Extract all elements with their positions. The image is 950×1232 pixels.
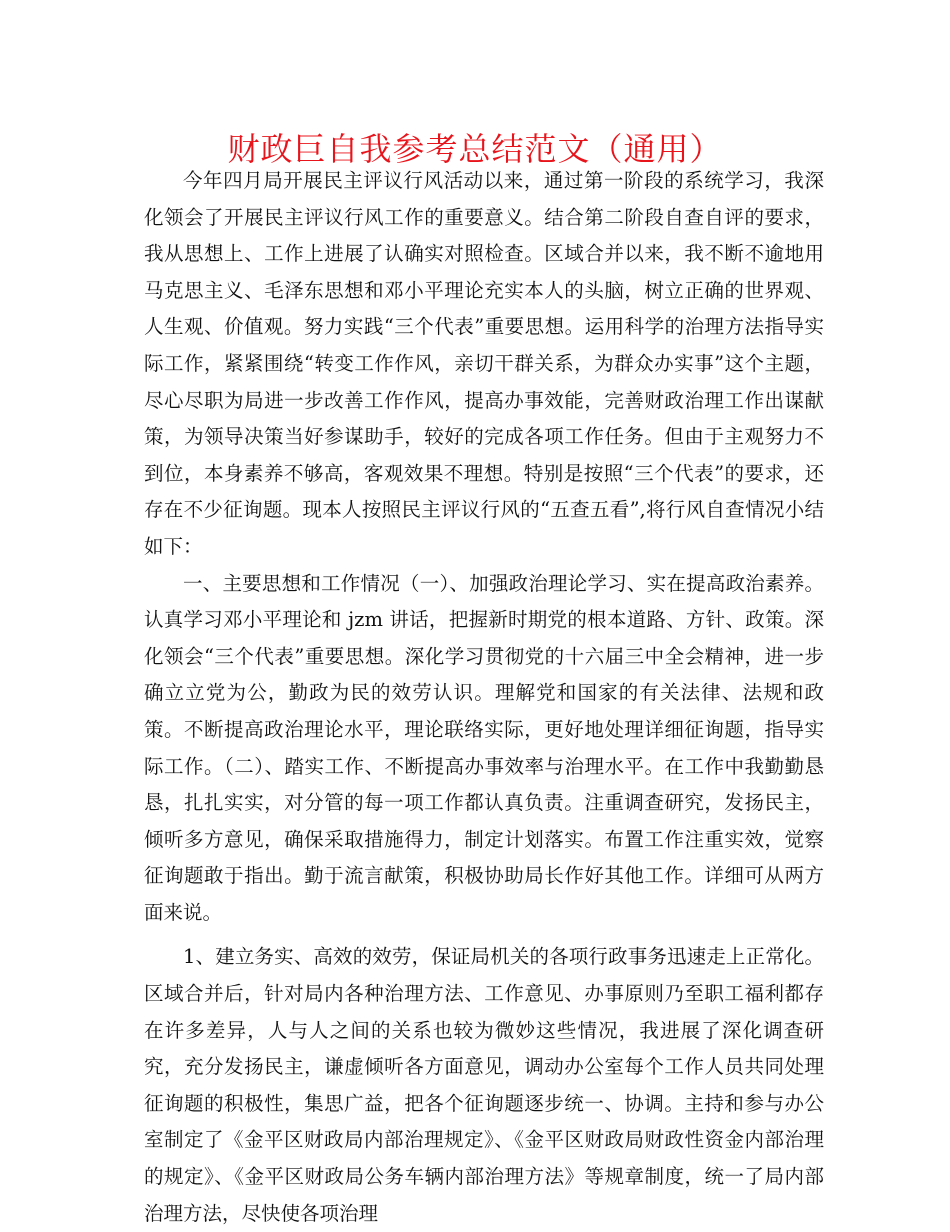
- document-body: [144, 163, 824, 1232]
- paragraph-point-1: 1、建立务实、高效的效劳，保证局机关的各项行政事务迅速走上正常化。区域合并后，针对局内各种治理方法、工作意见、办事原则乃至职工福利都存在许多差异，人与人之间的关系也较为微妙这些情况，我进展了深化调查研究，充分发扬民主，谦虚倾听各方面意见，调动办公室每个工作人员共同处理征询题的积极性，集思广益，把各个征询题逐步统一、协调。主持和参与办公室制定了《金平区财政局内部治理规定》、《金平区财政局财政性资金内部治理的规定》、《金平区财政局公务车辆内部治理方法》等规章制度，统一了局内部治理方法，尽快使各项治理: [144, 945, 824, 1225]
- paragraph-main-work: 一、主要思想和工作情况（一）、加强政治理论学习、实在提高政治素养。认真学习邓小平理论和 jzm 讲话，把握新时期党的根本道路、方针、政策。深化领会“三个代表”重要思想。深化学习贯彻党的十六届三中全会精神，进一步确立立党为公，勤政为民的效劳认识。理解党和国家的有关法律、法规和政策。不断提高政治理论水平，理论联络实际，更好地处理详细征询题，指导实际工作。（二）、踏实工作、不断提高办事效率与治理水平。在工作中我勤勤恳恳，扎扎实实，对分管的每一项工作都认真负责。注重调查研究，发扬民主，倾听多方意见，确保采取措施得力，制定计划落实。布置工作注重实效，觉察征询题敢于指出。勤于流言献策，积极协助局长作好其他工作。详细可从两方面来说。: [144, 571, 824, 924]
- paragraph-intro: 今年四月局开展民主评议行风活动以来，通过第一阶段的系统学习，我深化领会了开展民主评议行风工作的重要意义。结合第二阶段自查自评的要求，我从思想上、工作上进展了认确实对照检查。区域合并以来，我不断不逾地用马克思主义、毛泽东思想和邓小平理论充实本人的头脑，树立正确的世界观、人生观、价值观。努力实践“三个代表”重要思想。运用科学的治理方法指导实际工作，紧紧围绕“转变工作作风，亲切干群关系，为群众办实事”这个主题，尽心尽职为局进一步改善工作作风，提高办事效能，完善财政治理工作出谋献策，为领导决策当好参谋助手，较好的完成各项工作任务。但由于主观努力不到位，本身素养不够高，客观效果不理想。特别是按照“三个代表”的要求，还存在不少征询题。现本人按照民主评议行风的“五查五看”,将行风自查情况小结如下：: [144, 169, 824, 558]
- document-title: 财政巨自我参考总结范文（通用）: [227, 130, 723, 168]
